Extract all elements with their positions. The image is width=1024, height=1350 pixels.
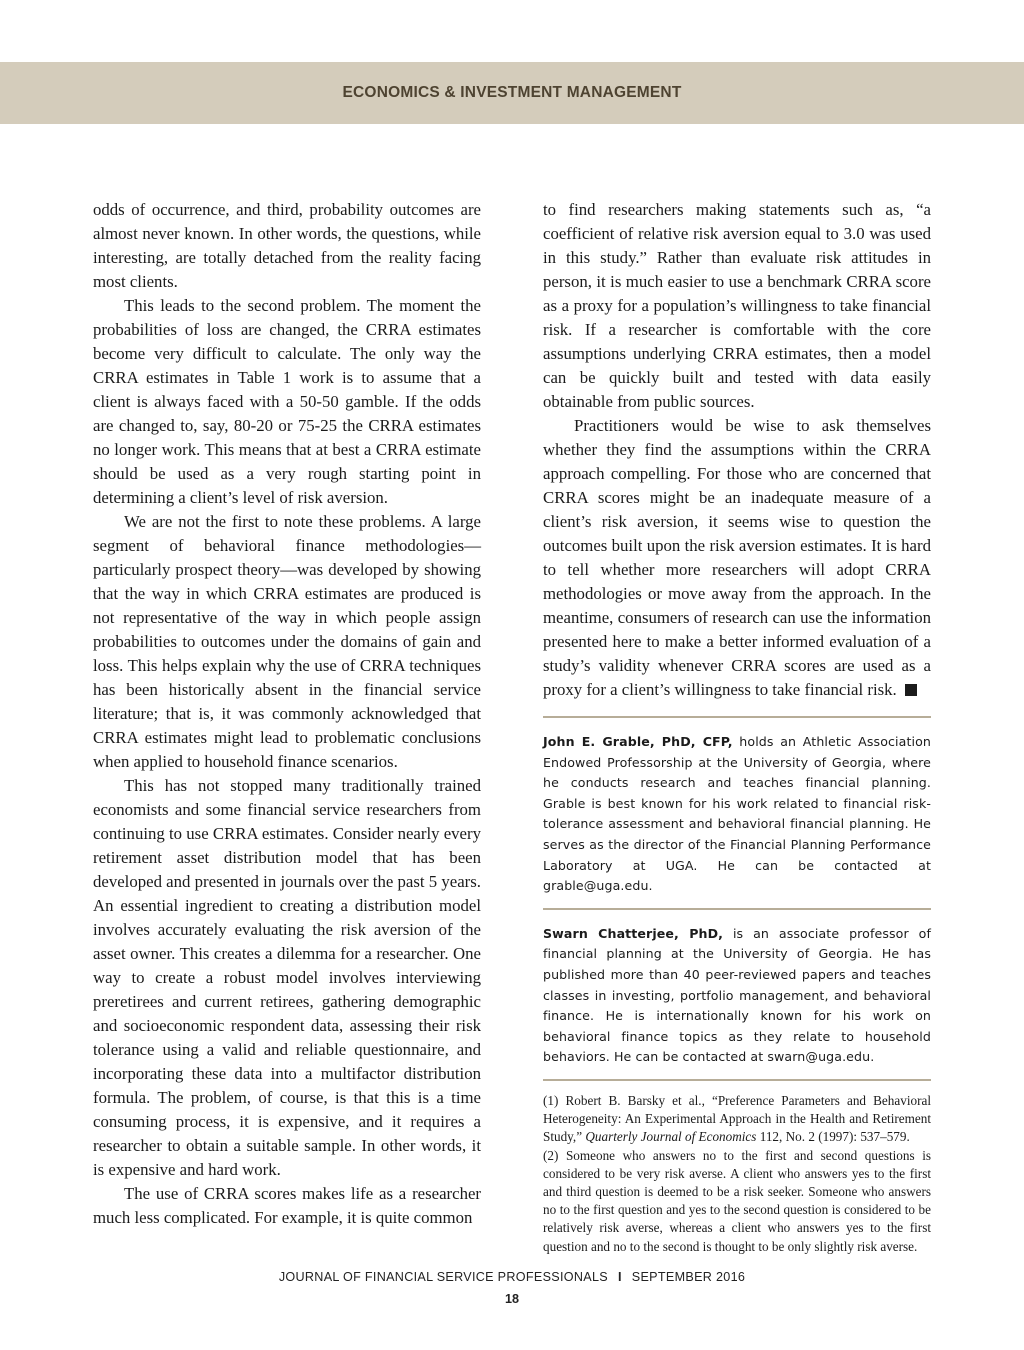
body-paragraph: We are not the first to note these problems. A large segment of behavioral finance methodologies—particularly prospect theory—was developed by showing that the way in which CRRA estimates are produced is not representative of the way in which people assign probabilities to outcomes under the domains of gain and loss. This helps explain why the use of CRRA techniques has been historically absent in the financial service literature; that is, it was commonly acknowledged that CRRA estimates might lead to problematic conclusions when applied to household finance scenarios. bbox=[93, 512, 481, 771]
body-paragraph: The use of CRRA scores makes life as a researcher much less complicated. For example, it is quite common bbox=[93, 1184, 481, 1227]
author-name: John E. Grable, PhD, CFP, bbox=[543, 734, 733, 749]
section-header-band bbox=[0, 62, 1024, 124]
footnote-2: (2) Someone who answers no to the first and second questions is considered to be very risk averse. A client who answers yes to the first and third question is deemed to be a risk seeker. Someone who answers no to the first question and yes to the second question is considered to be relatively risk averse, whereas a client who answers yes to the first question and no to the second is thought to be only slightly risk averse. bbox=[543, 1147, 931, 1254]
end-of-article-mark bbox=[905, 684, 917, 696]
author-bio-text: holds an Athletic Association Endowed Professorship at the University of Georgia, where he conducts research and teaches financial planning. Grable is best known for his work related to financial risk-tolerance assessment and behavioral financial planning. He serves as the director of the Financial Planning Performance Laboratory at UGA. He can be contacted at grable@uga.edu. bbox=[543, 734, 931, 894]
page-number: 18 bbox=[504, 1292, 519, 1306]
author-bio-grable bbox=[543, 732, 931, 897]
body-paragraph: odds of occurrence, and third, probability outcomes are almost never known. In other words, the questions, while interesting, are totally detached from the reality facing most clients. bbox=[93, 200, 481, 291]
journal-name: JOURNAL OF FINANCIAL SERVICE PROFESSIONALS bbox=[278, 1270, 608, 1284]
divider-rule bbox=[543, 908, 931, 910]
body-paragraph-final bbox=[543, 414, 931, 702]
right-column bbox=[543, 198, 931, 1256]
journal-title: Quarterly Journal of Economics bbox=[585, 1129, 757, 1145]
body-paragraph: This leads to the second problem. The moment the probabilities of loss are changed, the CRRA estimates become very difficult to calculate. The only way the CRRA estimates in Table 1 work is to assume that a client is always faced with a 50-50 gamble. If the odds are changed to, say, 80-20 or 75-25 the CRRA estimates no longer work. This means that at best a CRRA estimate should be used as a very rough starting point in determining a client’s level of risk aversion. bbox=[93, 296, 481, 507]
footnote-1-text: (1) Robert B. Barsky et al., “Preference Parameters and Behavioral Heterogeneity: An Experimental Approach in the Health and Retirement Study,” bbox=[543, 1092, 931, 1145]
page-footer bbox=[0, 1270, 1024, 1284]
footnote-1-citation: 112, No. 2 (1997): 537–579. bbox=[756, 1129, 910, 1145]
author-name: Swarn Chatterjee, PhD, bbox=[543, 925, 724, 941]
final-paragraph-text: Practitioners would be wise to ask themselves whether they find the assumptions within the CRRA approach compelling. For those who are concerned that CRRA scores might be an inadequate measure of a client’s risk aversion, it seems wise to question the outcomes built upon the risk aversion estimates. It is hard to tell whether more researchers will adopt CRRA methodologies or move away from the approach. In the meantime, consumers of research can use the information presented here to make a better informed evaluation of a study’s validity whenever CRRA scores are used as a proxy for a client’s willingness to take financial risk. bbox=[543, 416, 931, 699]
section-title: ECONOMICS & INVESTMENT MANAGEMENT bbox=[342, 84, 682, 101]
footnote-1 bbox=[543, 1092, 931, 1147]
body-paragraph: to find researchers making statements such as, “a coefficient of relative risk aversion equal to 3.0 was used in this study.” Rather than evaluate risk attitudes in person, it is much easier to use a benchmark CRRA score as a proxy for a population’s willingness to take financial risk. If a researcher is comfortable with the core assumptions underlying CRRA estimates, then a model can be quickly built and tested with data easily obtainable from public sources. bbox=[543, 200, 931, 411]
footnotes bbox=[543, 1092, 931, 1256]
issue-date: SEPTEMBER 2016 bbox=[631, 1270, 746, 1284]
left-column bbox=[93, 198, 481, 1230]
divider-rule bbox=[543, 716, 931, 718]
divider-rule bbox=[543, 1079, 931, 1081]
body-paragraph: This has not stopped many traditionally trained economists and some financial service researchers from continuing to use CRRA estimates. Consider nearly every retirement asset distribution model that has been developed and presented in journals over the past 5 years. An essential ingredient to creating a distribution model involves accurately evaluating the risk aversion of the asset owner. This creates a dilemma for a researcher. One way to create a robust model involves interviewing preretirees and current retirees, gathering demographic and socioeconomic respondent data, assessing their risk tolerance using a valid and reliable questionnaire, and incorporating these data into a multifactor distribution formula. The problem, of course, is that this is a time consuming process, it is expensive, and it requires a researcher to obtain a suitable sample. In other words, it is expensive and hard work. bbox=[93, 776, 481, 1179]
author-bio-chatterjee bbox=[543, 924, 931, 1068]
author-bio-text: is an associate professor of financial planning at the University of Georgia. He has published more than 40 peer-reviewed papers and teaches classes in investing, portfolio management, and behavioral finance. He is internationally known for his work on behavioral finance topics as they relate to household behaviors. He can be contacted at swarn@uga.edu. bbox=[543, 925, 931, 1065]
footer-separator: I bbox=[617, 1270, 622, 1284]
